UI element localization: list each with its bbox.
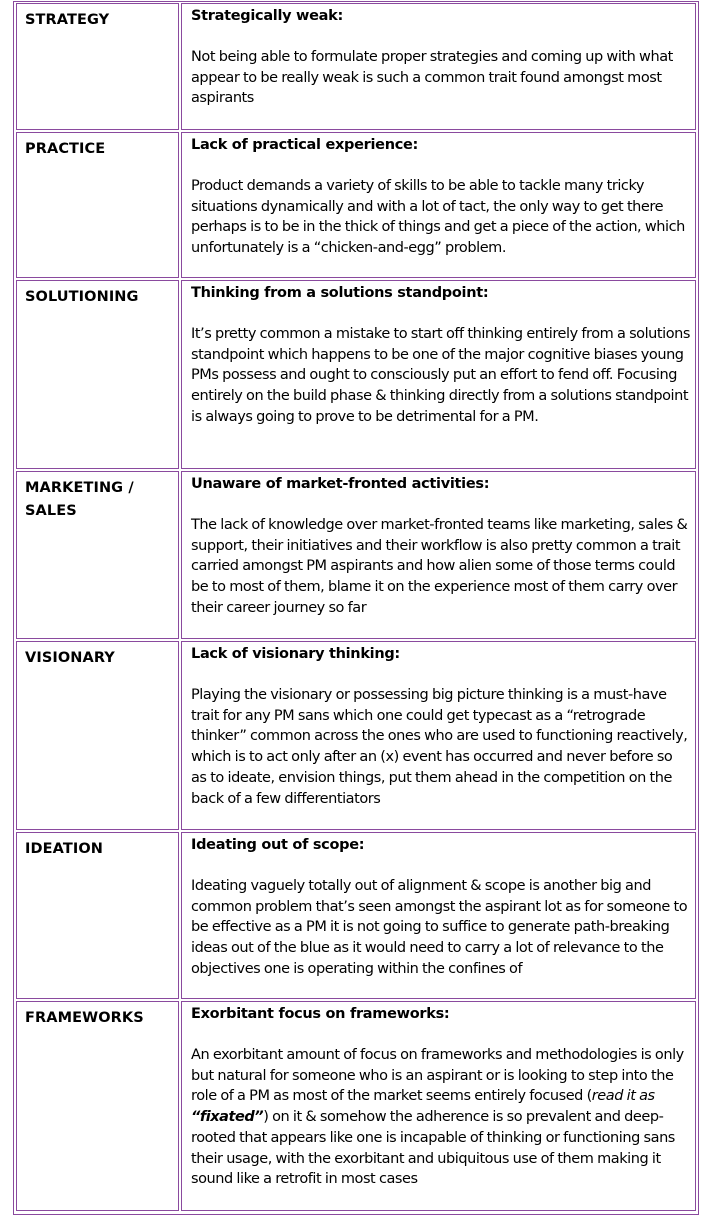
table-row-ideation — [16, 832, 696, 999]
category-label: IDEATION — [25, 841, 103, 857]
category-label: VISIONARY — [25, 650, 115, 666]
row-heading: Exorbitant focus on frameworks: — [191, 1006, 450, 1022]
detail-cell — [181, 280, 696, 469]
table-row-visionary — [16, 641, 696, 830]
detail-cell — [181, 471, 696, 639]
table-row-marketing-sales — [16, 471, 696, 639]
row-description: It’s pretty common a mistake to start off thinking entirely from a solutions standpoint which happens to be one of the major cognitive biases young PMs possess and ought to consciously put an effort to fend off. Focusing entirely on the build phase & thinking directly from a solutions standpoint is always going to prove to be detrimental for a PM. — [191, 326, 690, 425]
row-heading: Lack of practical experience: — [191, 137, 419, 153]
table-row-frameworks — [16, 1001, 696, 1211]
table-row-practice — [16, 132, 696, 278]
category-cell — [16, 280, 179, 469]
category-cell — [16, 132, 179, 278]
table-row-strategy — [16, 3, 696, 130]
category-cell — [16, 471, 179, 639]
description-text-before: An exorbitant amount of focus on frameworks and methodologies is only but natural for someone who is an aspirant or is looking to step into the role of a PM as most of the market seems entirely focused ( — [191, 1047, 684, 1105]
table-row-solutioning — [16, 280, 696, 469]
detail-cell — [181, 641, 696, 830]
row-description: Not being able to formulate proper strategies and coming up with what appear to be really weak is such a common trait found amongst most aspirants — [191, 49, 673, 107]
row-description: Playing the visionary or possessing big picture thinking is a must-have trait for any PM sans which one could get typecast as a “retrograde thinker” common across the ones who are used to functioning reactively, which is to act only after an (x) event has occurred and never before so as to ideate, envision things, put them ahead in the competition on the back of a few differentiators — [191, 687, 688, 807]
category-label: MARKETING / SALES — [25, 480, 134, 519]
row-heading: Unaware of market-fronted activities: — [191, 476, 490, 492]
category-label: FRAMEWORKS — [25, 1010, 144, 1026]
category-label: STRATEGY — [25, 12, 110, 28]
row-description: The lack of knowledge over market-fronted teams like marketing, sales & support, their initiatives and their workflow is also pretty common a trait carried amongst PM aspirants and how alien some of those terms could be to most of them, blame it on the experience most of them carry over their career journey so far — [191, 517, 688, 616]
row-heading: Ideating out of scope: — [191, 837, 365, 853]
detail-cell — [181, 3, 696, 130]
category-cell — [16, 3, 179, 130]
content-table — [13, 1, 699, 1215]
detail-cell — [181, 832, 696, 999]
description-strong-emphasis: “fixated” — [191, 1109, 264, 1126]
row-heading: Thinking from a solutions standpoint: — [191, 285, 489, 301]
category-cell — [16, 832, 179, 999]
description-emphasis: read it as — [591, 1088, 655, 1105]
row-description: Product demands a variety of skills to be able to tackle many tricky situations dynamically and with a lot of tact, the only way to get there perhaps is to be in the thick of things and get a piece of the action, which unfortunately is a “chicken-and-egg” problem. — [191, 178, 685, 257]
category-cell — [16, 1001, 179, 1211]
row-heading: Lack of visionary thinking: — [191, 646, 400, 662]
description-text-after: ) on it & somehow the adherence is so prevalent and deep-rooted that appears like one is incapable of thinking or functioning sans their usage, with the exorbitant and ubiquitous use of them making it sound like a retrofit in most cases — [191, 1109, 675, 1188]
row-heading: Strategically weak: — [191, 8, 344, 24]
category-label: PRACTICE — [25, 141, 106, 157]
detail-cell — [181, 1001, 696, 1211]
category-cell — [16, 641, 179, 830]
row-description: Ideating vaguely totally out of alignment & scope is another big and common problem that’s seen amongst the aspirant lot as for someone to be effective as a PM it is not going to suffice to generate path-breaking ideas out of the blue as it would need to carry a lot of relevance to the objectives one is operating within the confines of — [191, 878, 688, 977]
detail-cell — [181, 132, 696, 278]
category-label: SOLUTIONING — [25, 289, 139, 305]
row-description — [191, 1045, 691, 1190]
